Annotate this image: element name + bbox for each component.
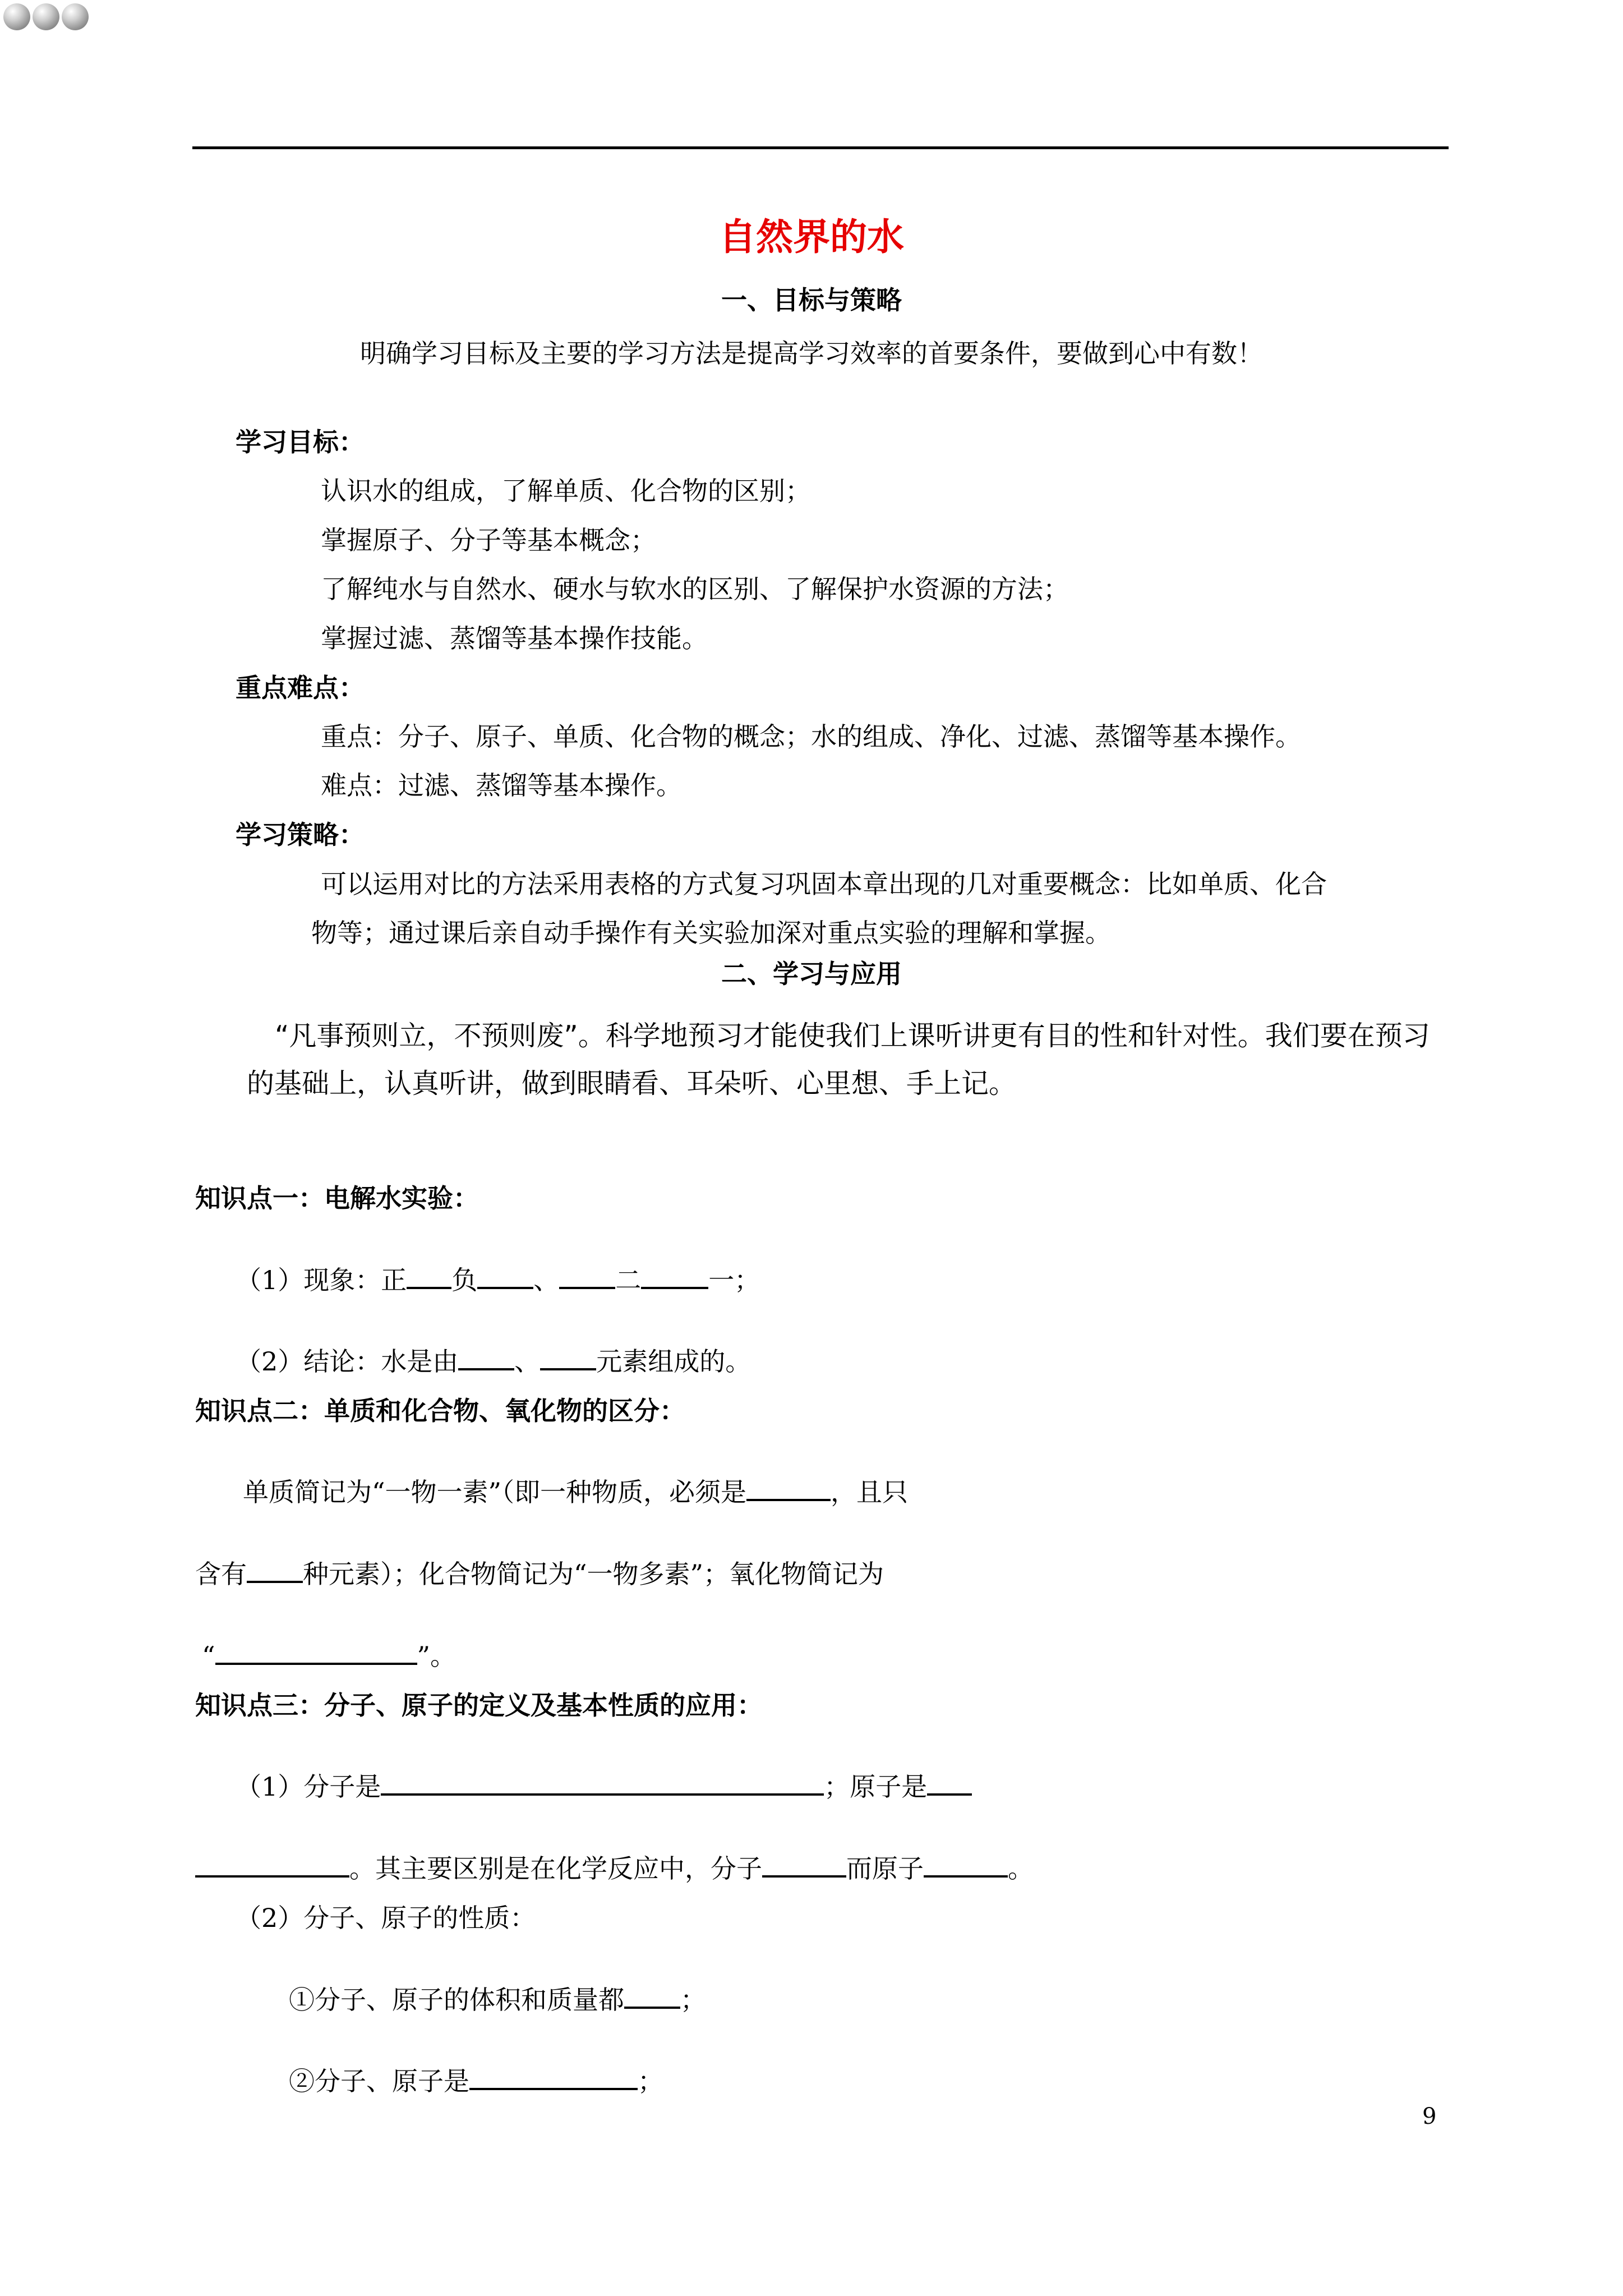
- section-1-heading: 一、目标与策略: [721, 285, 902, 315]
- quote-text: 的基础上，认真听讲，做到眼睛看、耳朵听、心里想、手上记。: [247, 1068, 1017, 1099]
- q-text: 单质简记为“一物一素”（即一种物质，必须是: [243, 1477, 747, 1507]
- kp3-line-2: [195, 1852, 1034, 1885]
- answer-blank[interactable]: [746, 1475, 831, 1501]
- kp3-line-3: （2）分子、原子的性质：: [236, 1903, 536, 1933]
- goal-item: 了解纯水与自然水、硬水与软水的区别、了解保护水资源的方法；: [321, 574, 1069, 604]
- q-text: ；: [638, 2066, 663, 2096]
- q-text: 、: [533, 1265, 560, 1295]
- strategy-text: 物等；通过课后亲自动手操作有关实验加深对重点实验的理解和掌握。: [311, 918, 1111, 948]
- logo-balls: [3, 3, 89, 30]
- kp3-line-1: [236, 1770, 972, 1803]
- answer-blank[interactable]: [762, 1852, 846, 1878]
- strategy-text: 可以运用对比的方法采用表格的方式复习巩固本章出现的几对重要概念：比如单质、化合: [321, 869, 1327, 899]
- q-text: （1）分子是: [236, 1772, 381, 1802]
- goal-item: 掌握原子、分子等基本概念；: [321, 525, 656, 555]
- q-text: 含有: [195, 1559, 247, 1589]
- q-text: 。其主要区别是在化学反应中，分子: [349, 1853, 762, 1884]
- page-number: 9: [1422, 2104, 1437, 2129]
- answer-blank[interactable]: [924, 1852, 1008, 1878]
- kp3-line-5: [289, 2064, 663, 2098]
- answer-blank[interactable]: [927, 1770, 972, 1796]
- goal-item: 掌握过滤、蒸馏等基本操作技能。: [321, 623, 708, 654]
- answer-blank[interactable]: [477, 1263, 533, 1289]
- section-2-heading: 二、学习与应用: [721, 959, 902, 989]
- q-text: 二: [615, 1265, 642, 1295]
- q-text: （1）现象：正: [236, 1265, 407, 1295]
- section-1-intro: 明确学习目标及主要的学习方法是提高学习效率的首要条件，要做到心中有数！: [360, 338, 1263, 369]
- goal-item: 认识水的组成，了解单质、化合物的区别；: [321, 476, 811, 506]
- q-text: ①分子、原子的体积和质量都: [289, 1985, 624, 2015]
- kp1-question-2: [236, 1345, 751, 1378]
- logo-ball-icon: [33, 3, 59, 30]
- answer-blank[interactable]: [247, 1557, 303, 1583]
- logo-ball-icon: [3, 3, 30, 30]
- kp3-heading: 知识点三：分子、原子的定义及基本性质的应用：: [195, 1690, 763, 1720]
- q-text: ；: [680, 1985, 706, 2015]
- goals-label: 学习目标：: [236, 427, 365, 457]
- kp2-heading: 知识点二：单质和化合物、氧化物的区分：: [195, 1396, 685, 1426]
- strategy-label: 学习策略：: [236, 820, 365, 850]
- q-text: “: [202, 1641, 215, 1671]
- document-title: 自然界的水: [719, 215, 904, 259]
- kp2-line-3: [202, 1639, 456, 1673]
- answer-blank[interactable]: [641, 1263, 708, 1289]
- q-text: ②分子、原子是: [289, 2066, 469, 2096]
- kp2-line-2: [195, 1557, 884, 1591]
- q-text: 。: [1008, 1853, 1034, 1884]
- kp1-question-1: [236, 1263, 760, 1297]
- quote-text: “凡事预则立，不预则废”。科学地预习才能使我们上课听讲更有目的性和针对性。我们要在预习: [275, 1020, 1430, 1052]
- q-text: 种元素）；化合物简记为“一物多素”；氧化物简记为: [303, 1559, 884, 1589]
- kp1-heading: 知识点一：电解水实验：: [195, 1183, 479, 1213]
- q-text: 元素组成的。: [596, 1346, 751, 1377]
- q-text: 而原子: [846, 1853, 924, 1884]
- key-points: 重点：分子、原子、单质、化合物的概念；水的组成、净化、过滤、蒸馏等基本操作。: [321, 721, 1301, 752]
- q-text: （2）结论：水是由: [236, 1346, 459, 1377]
- answer-blank[interactable]: [559, 1263, 615, 1289]
- difficult-points: 难点：过滤、蒸馏等基本操作。: [321, 770, 682, 800]
- q-text: 一；: [708, 1265, 760, 1295]
- answer-blank[interactable]: [458, 1345, 514, 1370]
- answer-blank[interactable]: [540, 1345, 596, 1370]
- answer-blank[interactable]: [215, 1639, 417, 1665]
- q-text: 负: [451, 1265, 478, 1295]
- logo-ball-icon: [62, 3, 89, 30]
- q-text: ；原子是: [824, 1772, 928, 1802]
- answer-blank[interactable]: [407, 1263, 451, 1289]
- answer-blank[interactable]: [381, 1770, 824, 1796]
- header-rule: [192, 146, 1449, 149]
- answer-blank[interactable]: [469, 2064, 638, 2090]
- answer-blank[interactable]: [624, 1983, 680, 2009]
- kp2-line-1: [243, 1475, 908, 1509]
- answer-blank[interactable]: [195, 1852, 349, 1878]
- key-difficult-label: 重点难点：: [236, 673, 365, 703]
- q-text: ”。: [417, 1641, 457, 1671]
- kp3-line-4: [289, 1983, 706, 2017]
- q-text: 、: [514, 1346, 541, 1377]
- q-text: ，且只: [831, 1477, 909, 1507]
